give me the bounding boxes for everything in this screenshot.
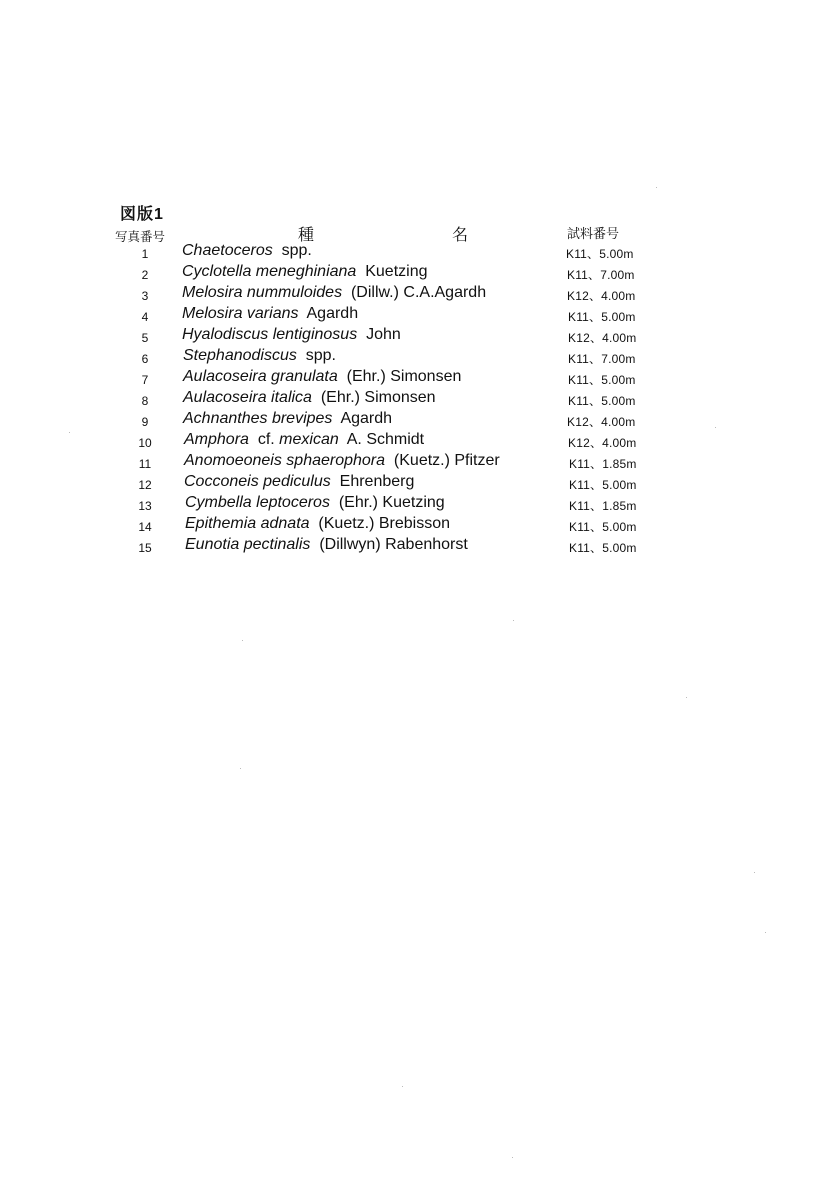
photo-number: 3 — [141, 289, 149, 303]
species-author: Kuetzing — [365, 263, 428, 280]
scan-speck — [754, 872, 755, 873]
species-table — [0, 242, 826, 557]
scan-speck — [512, 1157, 513, 1158]
species-name — [183, 389, 436, 407]
sample-number: K11、5.00m — [569, 541, 637, 555]
sample-number: K12、4.00m — [568, 436, 637, 450]
species-author: Agardh — [340, 410, 393, 427]
species-author: (Ehr.) Simonsen — [320, 389, 436, 406]
species-name — [182, 305, 358, 323]
species-author: A. Schmidt — [346, 431, 425, 448]
species-name-italic: Cymbella leptoceros — [185, 494, 330, 511]
scan-speck — [402, 1086, 403, 1087]
species-name — [184, 452, 500, 470]
table-row — [0, 242, 826, 263]
species-name — [184, 431, 424, 449]
species-author: (Dillw.) C.A.Agardh — [350, 284, 487, 301]
sample-number: K11、7.00m — [567, 268, 635, 282]
column-header-species-part-2: 名 — [452, 227, 469, 244]
photo-number: 14 — [138, 520, 152, 534]
species-name-italic: Stephanodiscus — [183, 347, 297, 364]
species-author: (Ehr.) Kuetzing — [338, 494, 445, 511]
scan-speck — [513, 620, 514, 621]
species-author: Ehrenberg — [339, 473, 415, 490]
photo-number: 1 — [141, 247, 149, 261]
species-name — [184, 473, 414, 491]
table-row — [0, 431, 826, 452]
table-row — [0, 284, 826, 305]
photo-number: 8 — [141, 394, 149, 408]
table-row — [0, 389, 826, 410]
table-row — [0, 368, 826, 389]
column-header-species-part-1: 種 — [298, 227, 315, 244]
table-row — [0, 536, 826, 557]
sample-number: K12、4.00m — [568, 331, 637, 345]
species-qualifier: cf. — [257, 431, 275, 448]
species-name — [185, 494, 445, 512]
photo-number: 15 — [138, 541, 152, 555]
column-header-sample-number: 試料番号 — [567, 226, 620, 241]
photo-number: 13 — [138, 499, 152, 513]
species-author: John — [366, 326, 401, 343]
species-author: (Kuetz.) Brebisson — [318, 515, 451, 532]
table-row — [0, 263, 826, 284]
photo-number: 9 — [141, 415, 149, 429]
sample-number: K12、4.00m — [567, 415, 636, 429]
species-name-italic: Eunotia pectinalis — [185, 536, 311, 553]
species-author: (Dillwyn) Rabenhorst — [319, 536, 468, 553]
species-epithet-italic: mexican — [279, 431, 339, 448]
species-name — [183, 368, 461, 386]
table-row — [0, 494, 826, 515]
photo-number: 12 — [138, 478, 152, 492]
species-author: Agardh — [306, 305, 359, 322]
species-name — [182, 242, 312, 260]
species-name — [183, 410, 392, 428]
species-author: spp. — [305, 347, 336, 364]
sample-number: K11、1.85m — [569, 457, 637, 471]
sample-number: K11、5.00m — [568, 373, 636, 387]
sample-number: K11、7.00m — [568, 352, 636, 366]
table-row — [0, 515, 826, 536]
species-author: (Kuetz.) Pfitzer — [393, 452, 500, 469]
table-row — [0, 347, 826, 368]
column-header-photo-number: 写真番号 — [115, 230, 166, 244]
species-name — [182, 284, 486, 302]
species-name-italic: Aulacoseira granulata — [183, 368, 338, 385]
photo-number: 10 — [138, 436, 152, 450]
table-row — [0, 410, 826, 431]
sample-number: K11、5.00m — [566, 247, 634, 261]
species-author: spp. — [281, 242, 312, 259]
species-name-italic: Melosira varians — [182, 305, 299, 322]
sample-number: K11、5.00m — [569, 520, 637, 534]
photo-number: 11 — [138, 457, 152, 471]
species-name-italic: Amphora — [184, 431, 249, 448]
scan-speck — [715, 427, 716, 428]
scan-speck — [69, 432, 70, 433]
photo-number: 7 — [141, 373, 149, 387]
species-name — [185, 515, 450, 533]
species-name-italic: Cocconeis pediculus — [184, 473, 331, 490]
species-name-italic: Achnanthes brevipes — [183, 410, 333, 427]
sample-number: K12、4.00m — [567, 289, 636, 303]
photo-number: 2 — [141, 268, 149, 282]
species-author: (Ehr.) Simonsen — [346, 368, 462, 385]
species-name — [185, 536, 468, 554]
species-name — [183, 347, 336, 365]
table-row — [0, 326, 826, 347]
table-row — [0, 452, 826, 473]
scan-speck — [765, 932, 766, 933]
plate-title: 図版1 — [120, 206, 164, 223]
species-name-italic: Melosira nummuloides — [182, 284, 343, 301]
scan-speck — [656, 187, 657, 188]
sample-number: K11、5.00m — [568, 310, 636, 324]
species-name-italic: Aulacoseira italica — [183, 389, 312, 406]
species-name-italic: Epithemia adnata — [185, 515, 310, 532]
species-name-italic: Hyalodiscus lentiginosus — [182, 326, 358, 343]
photo-number: 5 — [141, 331, 149, 345]
species-name-italic: Anomoeoneis sphaerophora — [184, 452, 386, 469]
table-row — [0, 305, 826, 326]
sample-number: K11、5.00m — [568, 394, 636, 408]
photo-number: 4 — [141, 310, 149, 324]
sample-number: K11、5.00m — [569, 478, 637, 492]
table-row — [0, 473, 826, 494]
species-name — [182, 263, 427, 281]
scan-speck — [242, 640, 243, 641]
species-name-italic: Chaetoceros — [182, 242, 273, 259]
sample-number: K11、1.85m — [569, 499, 637, 513]
species-name — [182, 326, 401, 344]
scan-speck — [686, 697, 687, 698]
scan-speck — [240, 768, 241, 769]
species-name-italic: Cyclotella meneghiniana — [182, 263, 357, 280]
photo-number: 6 — [141, 352, 149, 366]
